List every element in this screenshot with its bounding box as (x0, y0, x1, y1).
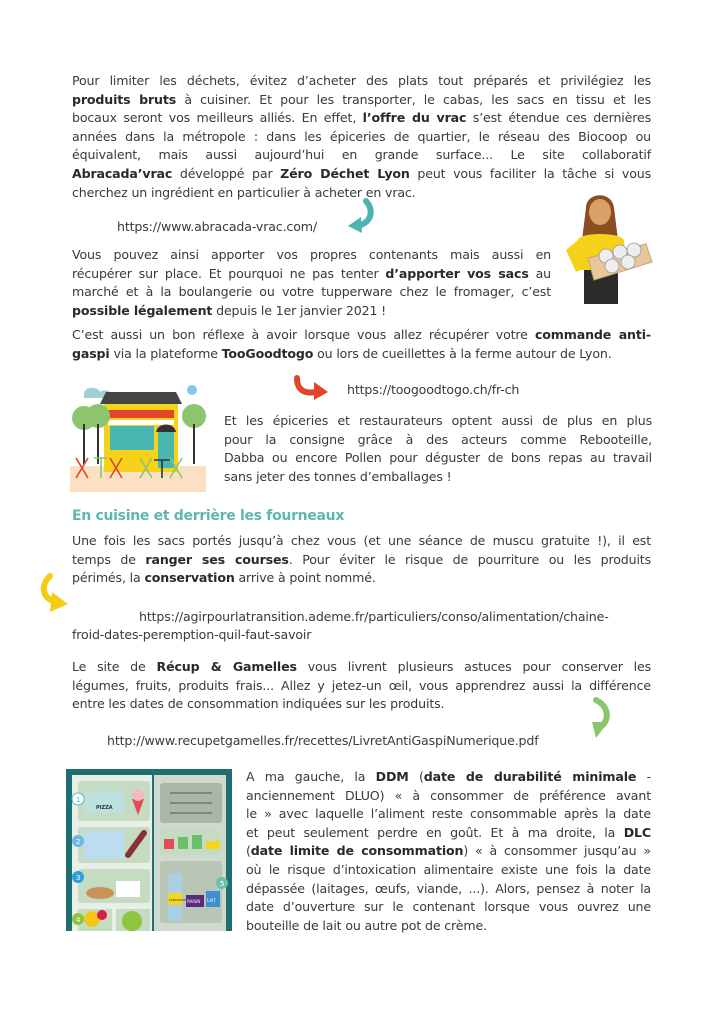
bold-emphasis: Abracada’vrac (72, 165, 173, 181)
paragraph-ddm-dlc (246, 768, 651, 935)
bold-emphasis: TooGoodtogo (221, 345, 314, 361)
fridge-number-5: 5 (220, 880, 225, 888)
fridge-number-4: 4 (76, 916, 81, 924)
bold-emphasis: date limite de consommation (250, 843, 464, 859)
text-line: marché et à la boulangerie ou votre tupperware chez le fromager, c’est (72, 284, 551, 300)
text-line: Le site de Récup & Gamelles vous livrent plusieurs astuces pour conserver les (72, 659, 651, 674)
fridge-raisin-label: RAISIN (187, 899, 201, 904)
curved-arrow-green-icon (590, 696, 620, 740)
bold-emphasis: possible légalement (72, 302, 213, 318)
text-line: date d’ouverture sur le contenant lorsque vous ouvrez une (246, 899, 651, 915)
paragraph-recup-gamelles (72, 658, 651, 714)
text-line: anciennement DLUO) « à consommer de préférence avant (246, 787, 651, 803)
paragraph-containers (72, 246, 551, 320)
text-line: et peut seulement perdre en goût. Et à ma droite, la DLC (246, 824, 651, 840)
curved-arrow-yellow-icon (36, 572, 76, 616)
text-line: possible légalement depuis le 1er janvier 2021 ! (72, 302, 387, 318)
curved-arrow-red-icon (292, 374, 332, 402)
fridge-lait-label: LAIT (207, 898, 216, 903)
bold-emphasis: d’apporter vos sacs (385, 265, 529, 281)
bold-emphasis: date de durabilité minimale (423, 769, 637, 784)
fridge-bottle-label: LEMONADE (169, 898, 187, 902)
paragraph-anti-gaspi (72, 326, 651, 363)
fridge-number-1: 1 (76, 796, 81, 804)
text-line: pour la consigne grâce à des acteurs comme Rebooteille, (224, 431, 652, 447)
text-line: où le risque d’intoxication alimentaire existe une fois la date (246, 861, 651, 877)
text-line: Vous pouvez ainsi apporter vos propres contenants mais aussi en (72, 247, 551, 262)
bold-emphasis: conservation (144, 570, 235, 586)
text-line: Une fois les sacs portés jusqu’à chez vous (et une séance de muscu gratuite !), il est (72, 533, 651, 548)
bold-emphasis: DDM (375, 769, 409, 784)
text-line: équivalent, mais aussi aujourd’hui en grande surface... Le site collaboratif (72, 147, 651, 163)
text-line: récupérer sur place. Et pourquoi ne pas tenter d’apporter vos sacs au (72, 265, 551, 281)
bold-emphasis: commande anti- (534, 327, 651, 342)
text-line: sans jeter des tonnes d’emballages ! (224, 468, 452, 484)
text-line: A ma gauche, la DDM (date de durabilité minimale - (246, 769, 652, 784)
text-line: années dans la métropole : dans les épiceries de quartier, le réseau des Biocoop ou (72, 128, 651, 144)
text-line: Dabba ou encore Pollen pour déguster de bons repas au travail (224, 450, 652, 466)
link-ademe-line2[interactable]: froid-dates-peremption-quil-faut-savoir (72, 627, 312, 642)
bold-emphasis: ranger ses courses (145, 551, 289, 567)
text-line: bouteille de lait ou autre pot de crème. (246, 917, 487, 933)
link-recup-gamelles[interactable]: http://www.recupetgamelles.fr/recettes/LivretAntiGaspiNumerique.pdf (107, 733, 539, 748)
text-line: le » avec laquelle l’aliment reste consommable après la date (246, 806, 651, 822)
link-toogoodtogo[interactable]: https://toogoodtogo.ch/fr-ch (347, 382, 520, 397)
bold-emphasis: Récup & Gamelles (156, 659, 297, 674)
text-line: dépassée (laitages, œufs, viande, ...). Alors, pensez à noter la (246, 880, 651, 896)
fridge-number-2: 2 (76, 838, 81, 846)
text-line: Pour limiter les déchets, évitez d’acheter des plats tout préparés et privilégiez les (72, 73, 651, 88)
fridge-number-3: 3 (76, 874, 81, 882)
text-line: légumes, fruits, produits frais... Allez y jetez-un œil, vous apprendrez aussi la différence (72, 677, 651, 693)
bold-emphasis: gaspi (72, 345, 110, 361)
fridge-pizza-label: PIZZA (96, 805, 113, 811)
link-abracada-vrac[interactable]: https://www.abracada-vrac.com/ (117, 219, 317, 234)
paragraph-vrac (72, 72, 651, 202)
paragraph-courses (72, 532, 651, 588)
text-line: produits bruts à cuisiner. Et pour les transporter, le cabas, les sacs en tissu et les (72, 91, 652, 107)
fridge-illustration (66, 769, 232, 931)
text-line: entre les dates de consommation indiquées sur les produits. (72, 696, 445, 712)
bold-emphasis: Zéro Déchet Lyon (280, 165, 410, 181)
grocery-shop-illustration (70, 380, 210, 494)
bold-emphasis: l’offre du vrac (362, 110, 467, 126)
curved-arrow-teal-icon (344, 198, 380, 236)
text-line: Et les épiceries et restaurateurs optent aussi de plus en plus (224, 413, 652, 428)
text-line: (date limite de consommation) « à consommer jusqu’au » (246, 843, 651, 859)
text-line: temps de ranger ses courses. Pour éviter le risque de pourriture ou les produits (72, 551, 651, 567)
text-line: Abracada’vrac développé par Zéro Déchet Lyon peut vous faciliter la tâche si vous (72, 165, 651, 181)
woman-carrying-jars-illustration (560, 188, 656, 306)
text-line: bocaux seront vos meilleurs alliés. En effet, l’offre du vrac s’est étendue ces dernières (72, 110, 651, 126)
text-line: périmés, la conservation arrive à point nommé. (72, 570, 376, 586)
link-ademe-line1[interactable]: https://agirpourlatransition.ademe.fr/particuliers/conso/alimentation/chaine- (139, 609, 609, 624)
text-line: gaspi via la plateforme TooGoodtogo ou lors de cueillettes à la ferme autour de Lyon. (72, 345, 612, 361)
bold-emphasis: DLC (623, 824, 651, 840)
bold-emphasis: produits bruts (72, 91, 177, 107)
paragraph-consigne (224, 412, 652, 486)
text-line: cherchez un ingrédient en particulier à acheter en vrac. (72, 184, 416, 200)
section-heading-cuisine: En cuisine et derrière les fourneaux (72, 508, 345, 524)
text-line: C’est aussi un bon réflexe à avoir lorsque vous allez récupérer votre commande anti- (72, 327, 651, 342)
